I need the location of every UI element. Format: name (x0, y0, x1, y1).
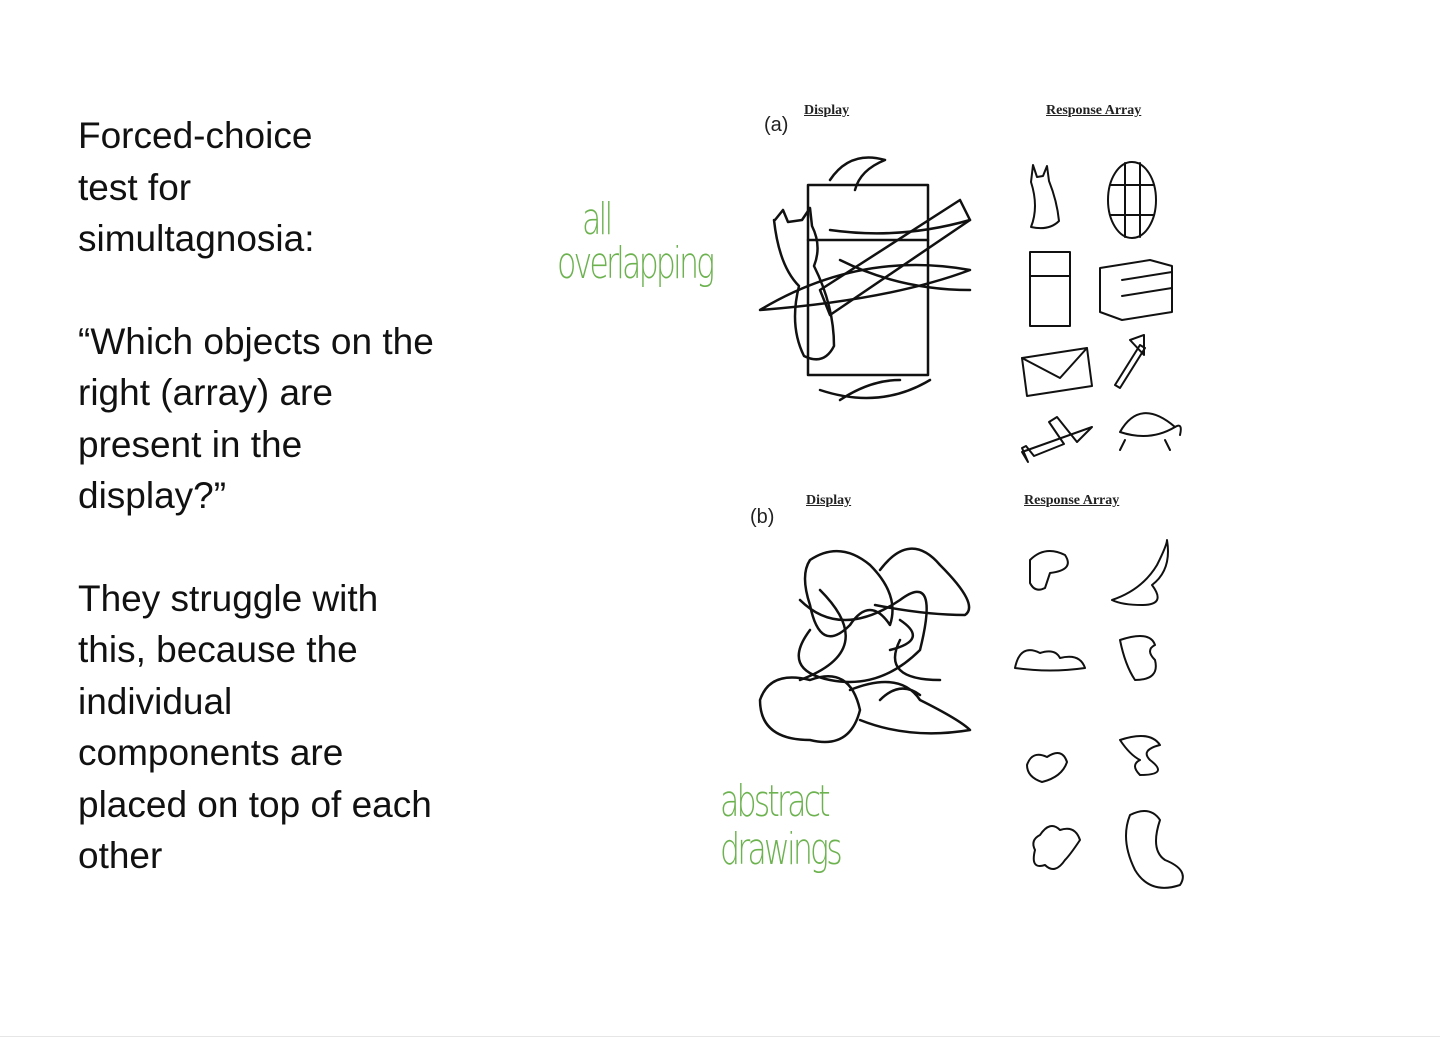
explanation-paragraph: They struggle with this, because the individual components are placed on top of each other (78, 577, 432, 876)
cat-icon (1031, 165, 1059, 228)
barrel-icon (1108, 162, 1156, 238)
turtle-icon (1120, 413, 1181, 450)
response-array-b (1015, 540, 1183, 888)
dresser-icon (1100, 260, 1172, 320)
panel-a-display-label: Display (804, 103, 850, 118)
panel-b-marker: (b) (750, 506, 775, 528)
slide-bottom-divider (0, 1036, 1440, 1037)
panel-b-display-label: Display (806, 493, 852, 508)
annotation-all: all (582, 194, 611, 245)
annotation-abstract: abstract (720, 776, 828, 827)
question-paragraph: “Which objects on the right (array) are present in the display?” (78, 320, 434, 516)
panel-a-marker: (a) (764, 114, 789, 136)
refrigerator-icon (1030, 252, 1070, 326)
intro-paragraph: Forced-choice test for simultagnosia: (78, 115, 315, 259)
airplane-icon (1022, 417, 1092, 462)
annotation-overlapping: overlapping (557, 238, 713, 289)
abstract-overlap-display (760, 549, 970, 742)
panel-b-array-label: Response Array (1024, 493, 1120, 508)
panel-a-array-label: Response Array (1046, 103, 1142, 118)
envelope-icon (1022, 348, 1092, 396)
hammer-icon (1115, 335, 1145, 388)
overlapping-objects-display (760, 158, 970, 401)
annotation-drawings: drawings (720, 824, 840, 875)
response-array-a (1022, 162, 1181, 462)
